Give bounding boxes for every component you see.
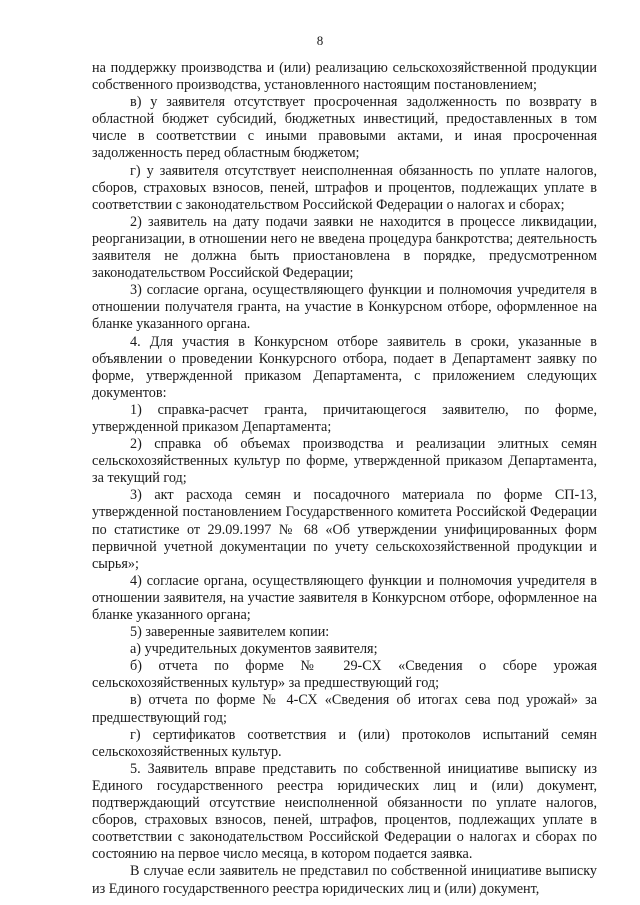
paragraph-copy-v: в) отчета по форме № 4-СХ «Сведения об итогах сева под урожай» за предшествующий год; — [92, 692, 597, 726]
page-number: 8 — [316, 33, 324, 48]
paragraph-copy-a: а) учредительных документов заявителя; — [130, 641, 378, 658]
paragraph-doc-4: 4) согласие органа, осуществляющего функции и полномочия учредителя в отношении заявителя, на участие заявителя в Конкурсном отборе, оформленное на бланке указанного органа; — [92, 572, 597, 623]
paragraph-final: В случае если заявитель не представил по собственной инициативе выписку из Единого государственного реестра юридических лиц и (или) документ, — [92, 863, 597, 897]
paragraph-item-v: в) у заявителя отсутствует просроченная задолженность по возврату в областной бюджет субсидий, бюджетных инвестиций, предоставленных в том числе в соответствии с иными правовыми актами, и иная просроченная задолженность перед областным бюджетом; — [92, 94, 597, 162]
paragraph-doc-1: 1) справка-расчет гранта, причитающегося заявителю, по форме, утвержденной приказом Департамента; — [92, 401, 597, 435]
paragraph-section-4: 4. Для участия в Конкурсном отборе заявитель в сроки, указанные в объявлении о проведении Конкурсного отбора, подает в Департамент заявку по форме, утвержденной приказом Департамента, с приложением следующих документов: — [92, 333, 597, 401]
paragraph-item-3: 3) согласие органа, осуществляющего функции и полномочия учредителя в отношении получателя гранта, на участие в Конкурсном отборе, оформленное на бланке указанного органа. — [92, 282, 597, 333]
paragraph-continuation: на поддержку производства и (или) реализацию сельскохозяйственной продукции собственного производства, установленного настоящим постановлением; — [92, 60, 597, 94]
paragraph-section-5: 5. Заявитель вправе представить по собственной инициативе выписку из Единого государственного реестра юридических лиц и (или) документ, подтверждающий отсутствие неисполненной обязанности по уплате налогов, сборов, страховых взносов, пеней, штрафов, процентов, подлежащих уплате в соответствии с законодательством Российской Федерации о налогах и сборах по состоянию на первое число месяца, в котором подается заявка. — [92, 760, 597, 863]
paragraph-doc-3: 3) акт расхода семян и посадочного материала по форме СП-13, утвержденной постановлением Государственного комитета Российской Федерации по статистике от 29.09.1997 № 68 «Об утверждении унифицированных форм первичной учетной документации по учету сельскохозяйственной продукции и сырья»; — [92, 487, 597, 572]
paragraph-item-g: г) у заявителя отсутствует неисполненная обязанность по уплате налогов, сборов, страховых взносов, пеней, штрафов и процентов, подлежащих уплате в соответствии с законодательством Российской Федерации о налогах и сборах; — [92, 162, 597, 213]
paragraph-doc-5: 5) заверенные заявителем копии: — [130, 624, 330, 641]
paragraph-copy-g: г) сертификатов соответствия и (или) протоколов испытаний семян сельскохозяйственных культур. — [92, 726, 597, 760]
document-body — [92, 60, 597, 898]
paragraph-doc-2: 2) справка об объемах производства и реализации элитных семян сельскохозяйственных культур по форме, утвержденной приказом Департамента, за текущий год; — [92, 436, 597, 487]
paragraph-copy-b: б) отчета по форме № 29-СХ «Сведения о сборе урожая сельскохозяйственных культур» за предшествующий год; — [92, 658, 597, 692]
paragraph-item-2: 2) заявитель на дату подачи заявки не находится в процессе ликвидации, реорганизации, в отношении него не введена процедура банкротства; деятельность заявителя не должна быть приостановлена в порядке, предусмотренном законодательством Российской Федерации; — [92, 213, 597, 282]
